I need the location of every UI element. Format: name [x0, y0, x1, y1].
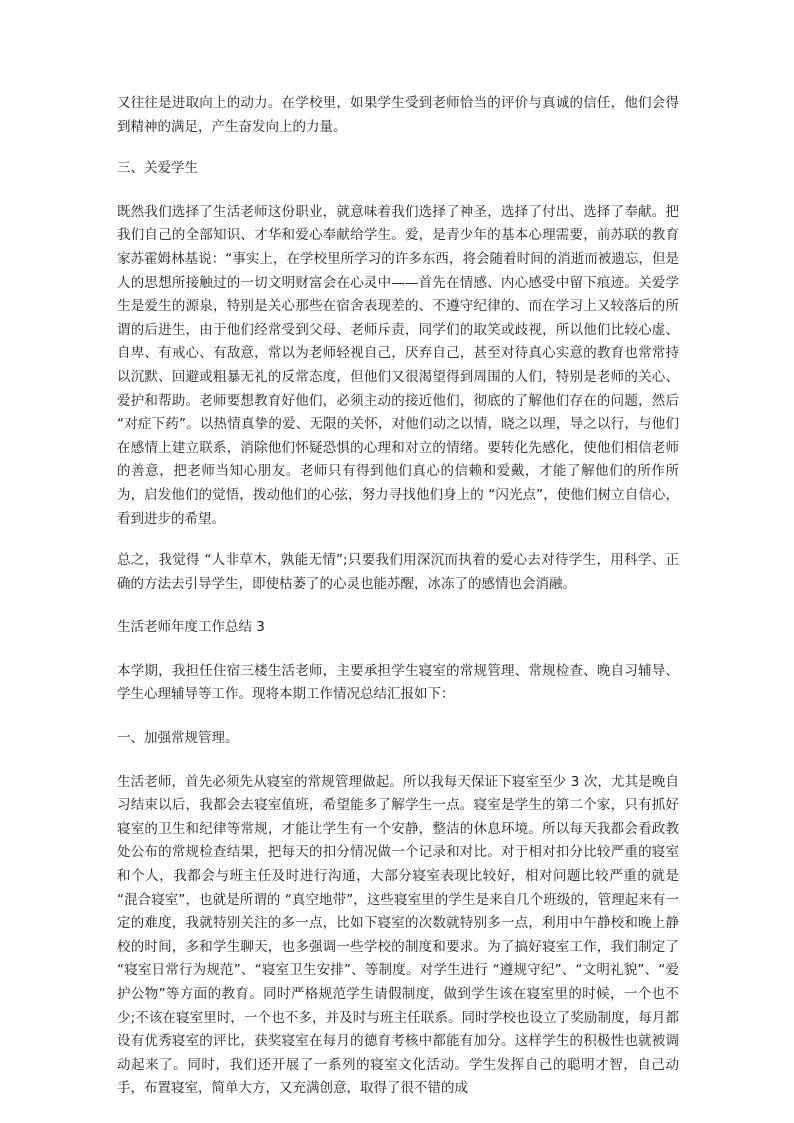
document-page — [117, 92, 679, 1101]
paragraph-routine-management: 生活老师，首先必须先从寝室的常规管理做起。所以我每天保证下寝室至少 3 次，尤其是晚自习结束以后，我都会去寝室值班，希望能多了解学生一点。寝室是学生的第二个家，只有抓好寝室的卫生和纪律等常规，才能让学生有一个安静，整洁的休息环境。所以每天我都会看政教处公布的常规检查结果，把每天的扣分情况做一个记录和对比。对于相对扣分比较严重的寝室和个人，我都会与班主任及时进行沟通，大部分寝室表现比较好，相对问题比较严重的就是 “混合寝室”，也就是所谓的 “真空地带”，这些寝室里的学生是来自几个班级的，管理起来有一定的难度，我就特别关注的多一点，比如下寝室的次数就特别多一点，利用中午静校和晚上静校的时间，多和学生聊天，也多强调一些学校的制度和要求。为了搞好寝室工作，我们制定了 “寝室日常行为规范”、“寝室卫生安排”、等制度。对学生进行 “遵规守纪”、“文明礼貌”、“爱护公物”等方面的教育。同时严格规范学生请假制度，做到学生该在寝室里的时候，一个也不少;不该在寝室里时，一个也不多，并及时与班主任联系。同时学校也设立了奖励制度，每月都设有优秀寝室的评比，获奖寝室在每月的德育考核中都能有加分。这样学生的积极性也就被调动起来了。同时，我们还开展了一系列的寝室文化活动。学生发挥自己的聪明才智，自己动手，布置寝室，简单大方，又充满创意，取得了很不错的成 — [117, 773, 679, 1097]
paragraph-intro: 又往往是进取向上的动力。在学校里，如果学生受到老师恰当的评价与真诚的信任，他们会得到精神的满足，产生奋发向上的力量。 — [117, 95, 679, 135]
paragraph-summary-intro: 本学期，我担任住宿三楼生活老师，主要承担学生寝室的常规管理、常规检查、晚自习辅导、学生心理辅导等工作。现将本期工作情况总结汇报如下： — [117, 662, 679, 703]
section-heading-care-students: 三、关爱学生 — [117, 160, 198, 177]
document-title-summary-3: 生活老师年度工作总结 3 — [117, 619, 265, 636]
paragraph-care-students: 既然我们选择了生活老师这份职业，就意味着我们选择了神圣，选择了付出、选择了奉献。把我们自己的全部知识、才华和爱心奉献给学生。爱，是青少年的基本心理需要，前苏联的教育家苏霍姆林基说：“事实上，在学校里所学习的许多东西，将会随着时间的消逝而被遗忘，但是人的思想所接触过的一切文明财富会在心灵中——首先在情感、内心感受中留下痕迹。关爱学生是爱生的源泉，特别是关心那些在宿舍表现差的、不遵守纪律的、而在学习上又较落后的所谓的后进生，由于他们经常受到父母、老师斥责，同学们的取笑或歧视，所以他们比较心虚、自卑、有戒心、有敌意，常以为老师轻视自己，厌弃自己，甚至对待真心实意的教育也常常持以沉默、回避或粗暴无礼的反常态度，但他们又很渴望得到周围的人们，特别是老师的关心、爱护和帮助。老师要想教育好他们，必须主动的接近他们，彻底的了解他们存在的问题，然后 “对症下药”。以热情真挚的爱、无限的关怀，对他们动之以情，晓之以理，导之以行，与他们在感情上建立联系，消除他们怀疑恐惧的心理和对立的情绪。要转化先感化，使他们相信老师的善意，把老师当知心朋友。老师只有得到他们真心的信赖和爱戴，才能了解他们的所作所为，启发他们的觉悟，拨动他们的心弦，努力寻找他们身上的 “闪光点”，使他们树立自信心，看到进步的希望。 — [117, 203, 679, 527]
paragraph-conclusion: 总之，我觉得 “人非草木，孰能无情”;只要我们用深沉而执着的爱心去对待学生，用科学、正确的方法去引导学生，即使枯萎了的心灵也能苏醒，冰冻了的感情也会消融。 — [117, 552, 679, 592]
section-heading-routine-management: 一、加强常规管理。 — [117, 730, 239, 747]
